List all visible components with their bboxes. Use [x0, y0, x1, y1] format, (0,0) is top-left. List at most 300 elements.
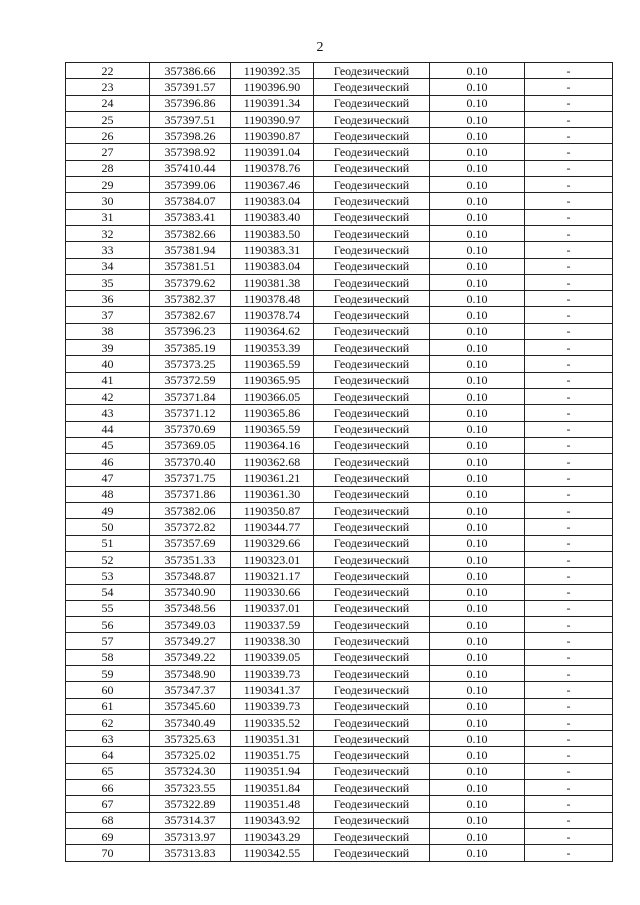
table-row: [66, 128, 613, 144]
point-number-cell: 66: [66, 780, 150, 796]
description-cell: -: [525, 95, 613, 111]
table-row: [66, 160, 613, 176]
description-cell: -: [525, 617, 613, 633]
x-coordinate-cell: 357382.06: [150, 503, 231, 519]
accuracy-cell: 0.10: [430, 633, 525, 649]
accuracy-cell: 0.10: [430, 388, 525, 404]
description-cell: -: [525, 63, 613, 79]
description-cell: -: [525, 812, 613, 828]
table-row: [66, 812, 613, 828]
description-cell: -: [525, 193, 613, 209]
y-coordinate-cell: 1190342.55: [231, 845, 314, 861]
accuracy-cell: 0.10: [430, 649, 525, 665]
x-coordinate-cell: 357351.33: [150, 551, 231, 567]
point-number-cell: 34: [66, 258, 150, 274]
table-row: [66, 225, 613, 241]
method-cell: Геодезический: [314, 714, 430, 730]
x-coordinate-cell: 357325.02: [150, 747, 231, 763]
table-row: [66, 731, 613, 747]
method-cell: Геодезический: [314, 274, 430, 290]
point-number-cell: 48: [66, 486, 150, 502]
method-cell: Геодезический: [314, 323, 430, 339]
y-coordinate-cell: 1190365.86: [231, 405, 314, 421]
method-cell: Геодезический: [314, 470, 430, 486]
y-coordinate-cell: 1190343.29: [231, 828, 314, 844]
description-cell: -: [525, 291, 613, 307]
description-cell: -: [525, 649, 613, 665]
y-coordinate-cell: 1190335.52: [231, 714, 314, 730]
description-cell: -: [525, 144, 613, 160]
description-cell: -: [525, 747, 613, 763]
x-coordinate-cell: 357370.69: [150, 421, 231, 437]
x-coordinate-cell: 357345.60: [150, 698, 231, 714]
accuracy-cell: 0.10: [430, 551, 525, 567]
y-coordinate-cell: 1190361.21: [231, 470, 314, 486]
x-coordinate-cell: 357398.26: [150, 128, 231, 144]
description-cell: -: [525, 665, 613, 681]
point-number-cell: 32: [66, 225, 150, 241]
x-coordinate-cell: 357371.84: [150, 388, 231, 404]
x-coordinate-cell: 357382.67: [150, 307, 231, 323]
accuracy-cell: 0.10: [430, 144, 525, 160]
method-cell: Геодезический: [314, 177, 430, 193]
accuracy-cell: 0.10: [430, 356, 525, 372]
x-coordinate-cell: 357314.37: [150, 812, 231, 828]
table-row: [66, 535, 613, 551]
description-cell: -: [525, 633, 613, 649]
accuracy-cell: 0.10: [430, 128, 525, 144]
table-row: [66, 177, 613, 193]
point-number-cell: 39: [66, 340, 150, 356]
accuracy-cell: 0.10: [430, 698, 525, 714]
accuracy-cell: 0.10: [430, 454, 525, 470]
accuracy-cell: 0.10: [430, 95, 525, 111]
y-coordinate-cell: 1190378.74: [231, 307, 314, 323]
method-cell: Геодезический: [314, 633, 430, 649]
point-number-cell: 67: [66, 796, 150, 812]
description-cell: -: [525, 405, 613, 421]
point-number-cell: 37: [66, 307, 150, 323]
table-row: [66, 551, 613, 567]
method-cell: Геодезический: [314, 568, 430, 584]
x-coordinate-cell: 357357.69: [150, 535, 231, 551]
y-coordinate-cell: 1190364.62: [231, 323, 314, 339]
y-coordinate-cell: 1190339.05: [231, 649, 314, 665]
accuracy-cell: 0.10: [430, 372, 525, 388]
method-cell: Геодезический: [314, 584, 430, 600]
accuracy-cell: 0.10: [430, 584, 525, 600]
table-row: [66, 111, 613, 127]
description-cell: -: [525, 682, 613, 698]
y-coordinate-cell: 1190362.68: [231, 454, 314, 470]
point-number-cell: 28: [66, 160, 150, 176]
y-coordinate-cell: 1190391.34: [231, 95, 314, 111]
description-cell: -: [525, 258, 613, 274]
description-cell: -: [525, 160, 613, 176]
x-coordinate-cell: 357373.25: [150, 356, 231, 372]
method-cell: Геодезический: [314, 747, 430, 763]
y-coordinate-cell: 1190383.04: [231, 193, 314, 209]
y-coordinate-cell: 1190367.46: [231, 177, 314, 193]
y-coordinate-cell: 1190365.59: [231, 356, 314, 372]
table-row: [66, 454, 613, 470]
y-coordinate-cell: 1190381.38: [231, 274, 314, 290]
method-cell: Геодезический: [314, 780, 430, 796]
method-cell: Геодезический: [314, 193, 430, 209]
accuracy-cell: 0.10: [430, 568, 525, 584]
x-coordinate-cell: 357313.83: [150, 845, 231, 861]
accuracy-cell: 0.10: [430, 780, 525, 796]
y-coordinate-cell: 1190365.59: [231, 421, 314, 437]
table-row: [66, 568, 613, 584]
accuracy-cell: 0.10: [430, 796, 525, 812]
method-cell: Геодезический: [314, 340, 430, 356]
method-cell: Геодезический: [314, 812, 430, 828]
table-row: [66, 323, 613, 339]
point-number-cell: 22: [66, 63, 150, 79]
accuracy-cell: 0.10: [430, 600, 525, 616]
method-cell: Геодезический: [314, 503, 430, 519]
table-row: [66, 144, 613, 160]
x-coordinate-cell: 357381.94: [150, 242, 231, 258]
method-cell: Геодезический: [314, 63, 430, 79]
description-cell: -: [525, 763, 613, 779]
accuracy-cell: 0.10: [430, 828, 525, 844]
page-number: 2: [316, 40, 324, 55]
x-coordinate-cell: 357382.37: [150, 291, 231, 307]
table-row: [66, 584, 613, 600]
accuracy-cell: 0.10: [430, 763, 525, 779]
table-row: [66, 95, 613, 111]
y-coordinate-cell: 1190366.05: [231, 388, 314, 404]
method-cell: Геодезический: [314, 828, 430, 844]
description-cell: -: [525, 519, 613, 535]
point-number-cell: 56: [66, 617, 150, 633]
x-coordinate-cell: 357340.49: [150, 714, 231, 730]
point-number-cell: 30: [66, 193, 150, 209]
point-number-cell: 42: [66, 388, 150, 404]
point-number-cell: 44: [66, 421, 150, 437]
method-cell: Геодезический: [314, 682, 430, 698]
description-cell: -: [525, 242, 613, 258]
table-row: [66, 796, 613, 812]
method-cell: Геодезический: [314, 421, 430, 437]
accuracy-cell: 0.10: [430, 225, 525, 241]
method-cell: Геодезический: [314, 763, 430, 779]
table-row: [66, 405, 613, 421]
y-coordinate-cell: 1190339.73: [231, 698, 314, 714]
accuracy-cell: 0.10: [430, 845, 525, 861]
description-cell: -: [525, 340, 613, 356]
accuracy-cell: 0.10: [430, 340, 525, 356]
table-row: [66, 600, 613, 616]
table-row: [66, 193, 613, 209]
table-row: [66, 356, 613, 372]
point-number-cell: 40: [66, 356, 150, 372]
description-cell: -: [525, 584, 613, 600]
accuracy-cell: 0.10: [430, 617, 525, 633]
accuracy-cell: 0.10: [430, 79, 525, 95]
method-cell: Геодезический: [314, 225, 430, 241]
point-number-cell: 65: [66, 763, 150, 779]
method-cell: Геодезический: [314, 95, 430, 111]
point-number-cell: 43: [66, 405, 150, 421]
x-coordinate-cell: 357349.03: [150, 617, 231, 633]
x-coordinate-cell: 357379.62: [150, 274, 231, 290]
point-number-cell: 26: [66, 128, 150, 144]
y-coordinate-cell: 1190390.97: [231, 111, 314, 127]
method-cell: Геодезический: [314, 454, 430, 470]
accuracy-cell: 0.10: [430, 519, 525, 535]
table-row: [66, 519, 613, 535]
y-coordinate-cell: 1190390.87: [231, 128, 314, 144]
x-coordinate-cell: 357382.66: [150, 225, 231, 241]
point-number-cell: 54: [66, 584, 150, 600]
table-row: [66, 307, 613, 323]
table-row: [66, 828, 613, 844]
description-cell: -: [525, 796, 613, 812]
point-number-cell: 36: [66, 291, 150, 307]
method-cell: Геодезический: [314, 307, 430, 323]
table-row: [66, 340, 613, 356]
description-cell: -: [525, 600, 613, 616]
table-row: [66, 763, 613, 779]
method-cell: Геодезический: [314, 437, 430, 453]
description-cell: -: [525, 225, 613, 241]
point-number-cell: 24: [66, 95, 150, 111]
x-coordinate-cell: 357323.55: [150, 780, 231, 796]
point-number-cell: 52: [66, 551, 150, 567]
y-coordinate-cell: 1190378.48: [231, 291, 314, 307]
method-cell: Геодезический: [314, 617, 430, 633]
x-coordinate-cell: 357397.51: [150, 111, 231, 127]
method-cell: Геодезический: [314, 111, 430, 127]
accuracy-cell: 0.10: [430, 63, 525, 79]
method-cell: Геодезический: [314, 845, 430, 861]
method-cell: Геодезический: [314, 209, 430, 225]
method-cell: Геодезический: [314, 388, 430, 404]
x-coordinate-cell: 357322.89: [150, 796, 231, 812]
accuracy-cell: 0.10: [430, 111, 525, 127]
table-row: [66, 665, 613, 681]
table-body: [66, 63, 613, 862]
y-coordinate-cell: 1190383.31: [231, 242, 314, 258]
table-row: [66, 617, 613, 633]
y-coordinate-cell: 1190391.04: [231, 144, 314, 160]
x-coordinate-cell: 357348.56: [150, 600, 231, 616]
table-row: [66, 291, 613, 307]
point-number-cell: 53: [66, 568, 150, 584]
accuracy-cell: 0.10: [430, 714, 525, 730]
x-coordinate-cell: 357348.90: [150, 665, 231, 681]
point-number-cell: 25: [66, 111, 150, 127]
description-cell: -: [525, 535, 613, 551]
table-row: [66, 63, 613, 79]
accuracy-cell: 0.10: [430, 470, 525, 486]
y-coordinate-cell: 1190351.84: [231, 780, 314, 796]
point-number-cell: 58: [66, 649, 150, 665]
accuracy-cell: 0.10: [430, 258, 525, 274]
y-coordinate-cell: 1190378.76: [231, 160, 314, 176]
point-number-cell: 33: [66, 242, 150, 258]
x-coordinate-cell: 357347.37: [150, 682, 231, 698]
x-coordinate-cell: 357349.22: [150, 649, 231, 665]
y-coordinate-cell: 1190383.50: [231, 225, 314, 241]
description-cell: -: [525, 111, 613, 127]
accuracy-cell: 0.10: [430, 437, 525, 453]
x-coordinate-cell: 357313.97: [150, 828, 231, 844]
method-cell: Геодезический: [314, 551, 430, 567]
point-number-cell: 38: [66, 323, 150, 339]
y-coordinate-cell: 1190337.59: [231, 617, 314, 633]
coordinates-table: [65, 62, 613, 862]
description-cell: -: [525, 714, 613, 730]
description-cell: -: [525, 209, 613, 225]
table-row: [66, 388, 613, 404]
point-number-cell: 35: [66, 274, 150, 290]
method-cell: Геодезический: [314, 486, 430, 502]
x-coordinate-cell: 357384.07: [150, 193, 231, 209]
description-cell: -: [525, 503, 613, 519]
y-coordinate-cell: 1190337.01: [231, 600, 314, 616]
x-coordinate-cell: 357370.40: [150, 454, 231, 470]
point-number-cell: 27: [66, 144, 150, 160]
x-coordinate-cell: 357340.90: [150, 584, 231, 600]
x-coordinate-cell: 357391.57: [150, 79, 231, 95]
accuracy-cell: 0.10: [430, 731, 525, 747]
method-cell: Геодезический: [314, 79, 430, 95]
y-coordinate-cell: 1190343.92: [231, 812, 314, 828]
description-cell: -: [525, 731, 613, 747]
point-number-cell: 68: [66, 812, 150, 828]
point-number-cell: 45: [66, 437, 150, 453]
point-number-cell: 50: [66, 519, 150, 535]
table-row: [66, 486, 613, 502]
table-row: [66, 437, 613, 453]
description-cell: -: [525, 551, 613, 567]
description-cell: -: [525, 845, 613, 861]
accuracy-cell: 0.10: [430, 242, 525, 258]
method-cell: Геодезический: [314, 698, 430, 714]
description-cell: -: [525, 128, 613, 144]
point-number-cell: 57: [66, 633, 150, 649]
method-cell: Геодезический: [314, 649, 430, 665]
y-coordinate-cell: 1190329.66: [231, 535, 314, 551]
accuracy-cell: 0.10: [430, 177, 525, 193]
point-number-cell: 29: [66, 177, 150, 193]
accuracy-cell: 0.10: [430, 209, 525, 225]
accuracy-cell: 0.10: [430, 535, 525, 551]
method-cell: Геодезический: [314, 665, 430, 681]
y-coordinate-cell: 1190392.35: [231, 63, 314, 79]
table-row: [66, 372, 613, 388]
x-coordinate-cell: 357398.92: [150, 144, 231, 160]
method-cell: Геодезический: [314, 258, 430, 274]
point-number-cell: 70: [66, 845, 150, 861]
accuracy-cell: 0.10: [430, 665, 525, 681]
accuracy-cell: 0.10: [430, 160, 525, 176]
method-cell: Геодезический: [314, 535, 430, 551]
accuracy-cell: 0.10: [430, 274, 525, 290]
description-cell: -: [525, 79, 613, 95]
y-coordinate-cell: 1190330.66: [231, 584, 314, 600]
accuracy-cell: 0.10: [430, 323, 525, 339]
point-number-cell: 59: [66, 665, 150, 681]
y-coordinate-cell: 1190339.73: [231, 665, 314, 681]
table-row: [66, 698, 613, 714]
y-coordinate-cell: 1190396.90: [231, 79, 314, 95]
x-coordinate-cell: 357399.06: [150, 177, 231, 193]
method-cell: Геодезический: [314, 128, 430, 144]
method-cell: Геодезический: [314, 519, 430, 535]
description-cell: -: [525, 421, 613, 437]
accuracy-cell: 0.10: [430, 747, 525, 763]
point-number-cell: 51: [66, 535, 150, 551]
table-row: [66, 845, 613, 861]
description-cell: -: [525, 323, 613, 339]
description-cell: -: [525, 454, 613, 470]
description-cell: -: [525, 486, 613, 502]
y-coordinate-cell: 1190351.31: [231, 731, 314, 747]
y-coordinate-cell: 1190353.39: [231, 340, 314, 356]
description-cell: -: [525, 568, 613, 584]
x-coordinate-cell: 357386.66: [150, 63, 231, 79]
point-number-cell: 49: [66, 503, 150, 519]
y-coordinate-cell: 1190351.75: [231, 747, 314, 763]
table-row: [66, 470, 613, 486]
y-coordinate-cell: 1190351.94: [231, 763, 314, 779]
point-number-cell: 62: [66, 714, 150, 730]
method-cell: Геодезический: [314, 600, 430, 616]
x-coordinate-cell: 357410.44: [150, 160, 231, 176]
y-coordinate-cell: 1190383.04: [231, 258, 314, 274]
x-coordinate-cell: 357383.41: [150, 209, 231, 225]
table-row: [66, 503, 613, 519]
x-coordinate-cell: 357385.19: [150, 340, 231, 356]
table-row: [66, 209, 613, 225]
point-number-cell: 55: [66, 600, 150, 616]
x-coordinate-cell: 357324.30: [150, 763, 231, 779]
table-row: [66, 258, 613, 274]
description-cell: -: [525, 274, 613, 290]
table-row: [66, 242, 613, 258]
method-cell: Геодезический: [314, 144, 430, 160]
accuracy-cell: 0.10: [430, 486, 525, 502]
table-row: [66, 747, 613, 763]
method-cell: Геодезический: [314, 796, 430, 812]
accuracy-cell: 0.10: [430, 291, 525, 307]
x-coordinate-cell: 357371.75: [150, 470, 231, 486]
point-number-cell: 23: [66, 79, 150, 95]
point-number-cell: 46: [66, 454, 150, 470]
point-number-cell: 63: [66, 731, 150, 747]
description-cell: -: [525, 307, 613, 323]
y-coordinate-cell: 1190323.01: [231, 551, 314, 567]
table-row: [66, 780, 613, 796]
x-coordinate-cell: 357371.12: [150, 405, 231, 421]
y-coordinate-cell: 1190321.17: [231, 568, 314, 584]
table-row: [66, 274, 613, 290]
description-cell: -: [525, 437, 613, 453]
point-number-cell: 47: [66, 470, 150, 486]
description-cell: -: [525, 470, 613, 486]
y-coordinate-cell: 1190364.16: [231, 437, 314, 453]
point-number-cell: 69: [66, 828, 150, 844]
table-row: [66, 714, 613, 730]
point-number-cell: 60: [66, 682, 150, 698]
description-cell: -: [525, 828, 613, 844]
point-number-cell: 31: [66, 209, 150, 225]
